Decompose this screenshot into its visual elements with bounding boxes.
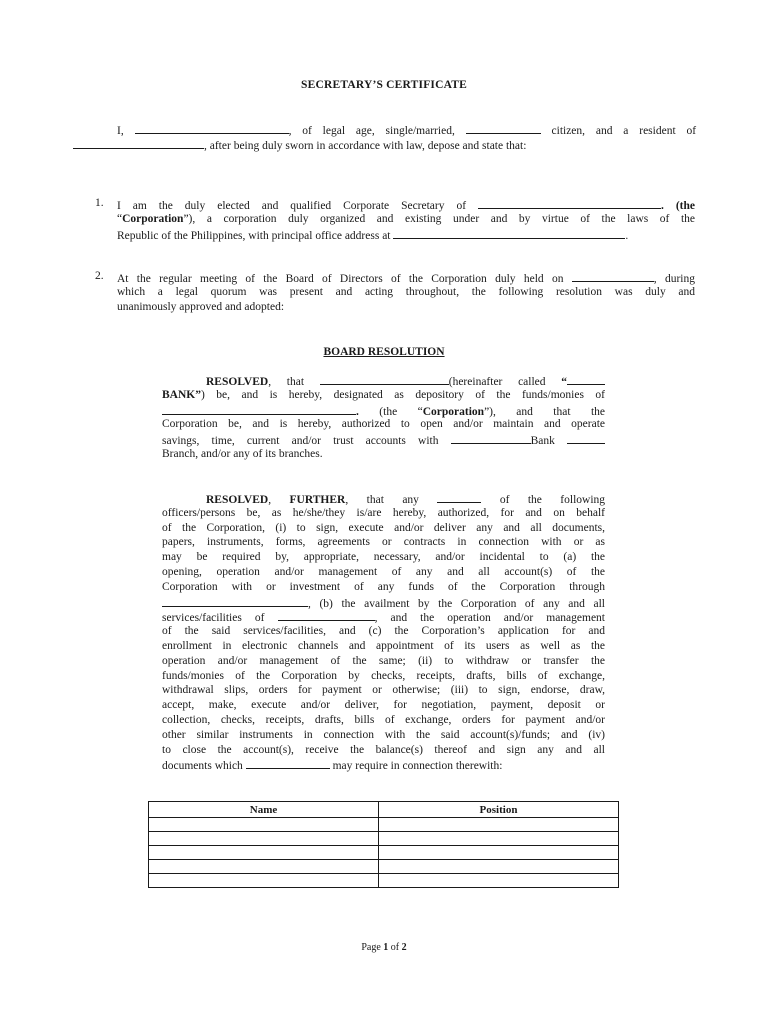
name-cell[interactable]: [149, 860, 379, 874]
position-cell[interactable]: [379, 846, 619, 860]
signatory-count-blank: [437, 491, 481, 503]
position-column-header: Position: [379, 802, 619, 818]
resolution-2-paragraph: RESOLVED, FURTHER, that any of the following officers/persons be, as he/she/they is/are hereby, authorized, for and on behalf of the Corporation, (i) to sign, execute and/or deliver any and all documents, papers, instruments, forms, agreements or contracts in connection with or as may be required by, appropriate, necessary, and/or incidental to (a) the opening, operation and/or management of any and all account(s) of the Corporation with or investment of any funds of the Corporation through , (b) the availment by the Corporation of any and all services/facilities of , and the operation and/or management of the said services/facilities, and (c) the Corporation’s application for and enrollment in electronic channels and appointment of its users as well as the operation and/or management of the same; (ii) to withdraw or transfer the funds/monies of the Corporation by checks, receipts, drafts, bills of exchange, withdrawal slips, orders for payment or otherwise; (iii) to sign, endorse, draw, accept, make, execute and/or deliver, for negotiation, payment, deposit or collection, checks, receipts, drafts, bills of exchange, orders for payment and/or other similar instruments in connection with the said account(s)/funds; and (iv) to close the account(s), receive the balance(s) thereof and sign any and all documents which may require in connection therewith:: [162, 491, 605, 772]
meeting-date-blank: [572, 270, 654, 282]
bank-name-blank: [320, 373, 449, 385]
affiant-name-blank: [135, 122, 289, 134]
table-row: [149, 818, 619, 832]
table-header-row: [149, 802, 619, 818]
bank-short-blank: [567, 373, 605, 385]
services-blank: [278, 609, 375, 621]
resolution-1-paragraph: RESOLVED, that (hereinafter called “ BANK”) be, and is hereby, designated as depository of the funds/monies of . (the “Corporation”), and that the Corporation be, and is hereby, authorized to open and/or maintain and operate savings, time, current and/or trust accounts with Bank Branch, and/or any of its branches.: [162, 373, 605, 462]
intro-line-1: I, , of legal age, single/married, citizen, and a resident of: [73, 122, 696, 137]
name-cell[interactable]: [149, 832, 379, 846]
table-row: [149, 832, 619, 846]
position-cell[interactable]: [379, 874, 619, 888]
name-column-header: Name: [149, 802, 379, 818]
item-1-number: 1.: [95, 197, 104, 209]
table-row: [149, 874, 619, 888]
item-2-number: 2.: [95, 270, 104, 282]
document-title: SECRETARY’S CERTIFICATE: [301, 79, 467, 91]
position-cell[interactable]: [379, 860, 619, 874]
corporation-name-blank: [478, 197, 661, 209]
intro-line-2: , after being duly sworn in accordance with law, depose and state that:: [73, 137, 696, 152]
name-cell[interactable]: [149, 818, 379, 832]
office-address-blank: [393, 227, 625, 239]
officers-table: [148, 801, 619, 888]
account-bank-blank: [451, 432, 531, 444]
name-cell[interactable]: [149, 846, 379, 860]
position-cell[interactable]: [379, 832, 619, 846]
item-2-paragraph: At the regular meeting of the Board of Directors of the Corporation duly held on , during which a legal quorum was present and acting throughout, the following resolution was duly and unanimously approved and adopted:: [117, 270, 695, 314]
position-cell[interactable]: [379, 818, 619, 832]
branch-blank: [567, 432, 605, 444]
investment-blank: [162, 595, 308, 607]
residence-blank: [73, 137, 204, 149]
citizenship-blank: [466, 122, 541, 134]
table-row: [149, 860, 619, 874]
intro-paragraph: [73, 122, 696, 152]
table-row: [149, 846, 619, 860]
corporation-blank: [162, 403, 356, 415]
board-resolution-heading: BOARD RESOLUTION: [323, 346, 445, 358]
requirer-blank: [246, 757, 330, 769]
page-footer: Page 1 of 2: [361, 942, 407, 953]
item-1-paragraph: I am the duly elected and qualified Corporate Secretary of . (the “Corporation”), a corporation duly organized and existing under and by virtue of the laws of the Republic of the Philippines, with principal office address at .: [117, 197, 695, 241]
name-cell[interactable]: [149, 874, 379, 888]
